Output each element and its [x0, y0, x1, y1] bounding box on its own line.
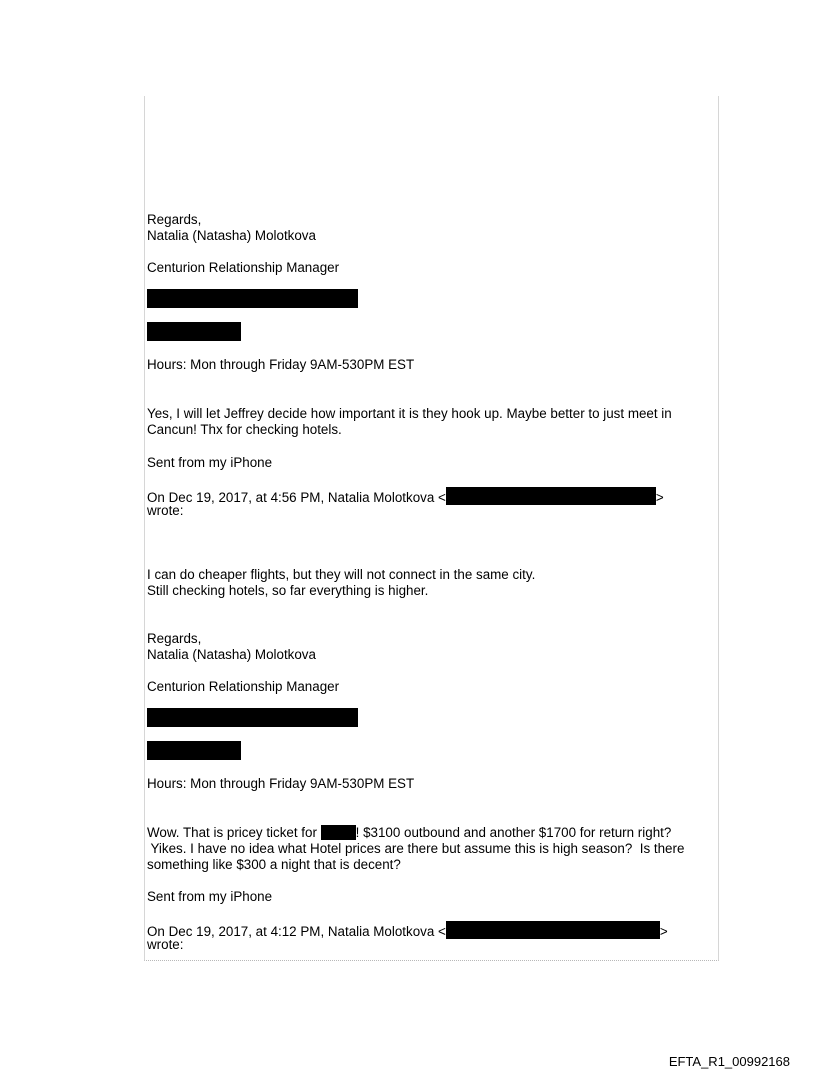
redaction-block	[147, 741, 241, 760]
reply1-header-suffix: >	[655, 490, 664, 505]
redaction-block	[321, 825, 356, 840]
redaction-block	[147, 322, 241, 341]
sig1-title: Centurion Relationship Manager	[147, 260, 340, 275]
reply2-header	[147, 921, 668, 940]
sig1-name: Natalia (Natasha) Molotkova	[147, 228, 316, 243]
document-id: EFTA_R1_00992168	[668, 1054, 790, 1069]
redaction-block	[147, 289, 358, 308]
msg2-line1: I can do cheaper flights, but they will not connect in the same city.	[147, 567, 536, 582]
redaction-block	[446, 921, 660, 939]
reply2-header-prefix: On Dec 19, 2017, at 4:12 PM, Natalia Molotkova <	[147, 924, 446, 939]
reply1-header	[147, 487, 664, 506]
reply2-line1-prefix: Wow. That is pricey ticket for	[147, 825, 321, 840]
sig1-regards: Regards,	[147, 212, 202, 227]
reply1-sent-from: Sent from my iPhone	[147, 455, 273, 470]
reply1-body: Yes, I will let Jeffrey decide how important it is they hook up. Maybe better to just meet in Cancun! Thx for checking hotels.	[147, 406, 672, 437]
redaction-block	[147, 708, 358, 727]
reply2-wrote: wrote:	[147, 937, 184, 952]
reply2-line1	[147, 825, 671, 841]
reply2-sent-from: Sent from my iPhone	[147, 889, 273, 904]
msg2-line2: Still checking hotels, so far everything is higher.	[147, 583, 429, 598]
sig2-name: Natalia (Natasha) Molotkova	[147, 647, 316, 662]
redaction-block	[446, 487, 656, 505]
reply1-wrote: wrote:	[147, 503, 184, 518]
reply2-line3: something like $300 a night that is decent?	[147, 857, 401, 872]
reply2-header-suffix: >	[659, 924, 668, 939]
reply2-line1-suffix: ! $3100 outbound and another $1700 for return right?	[355, 825, 672, 840]
sig2-hours: Hours: Mon through Friday 9AM-530PM EST	[147, 776, 415, 791]
sig1-hours: Hours: Mon through Friday 9AM-530PM EST	[147, 357, 415, 372]
reply2-line2: Yikes. I have no idea what Hotel prices are there but assume this is high season? Is there	[147, 841, 685, 856]
reply1-header-prefix: On Dec 19, 2017, at 4:56 PM, Natalia Molotkova <	[147, 490, 446, 505]
sig2-title: Centurion Relationship Manager	[147, 679, 340, 694]
sig2-regards: Regards,	[147, 631, 202, 646]
